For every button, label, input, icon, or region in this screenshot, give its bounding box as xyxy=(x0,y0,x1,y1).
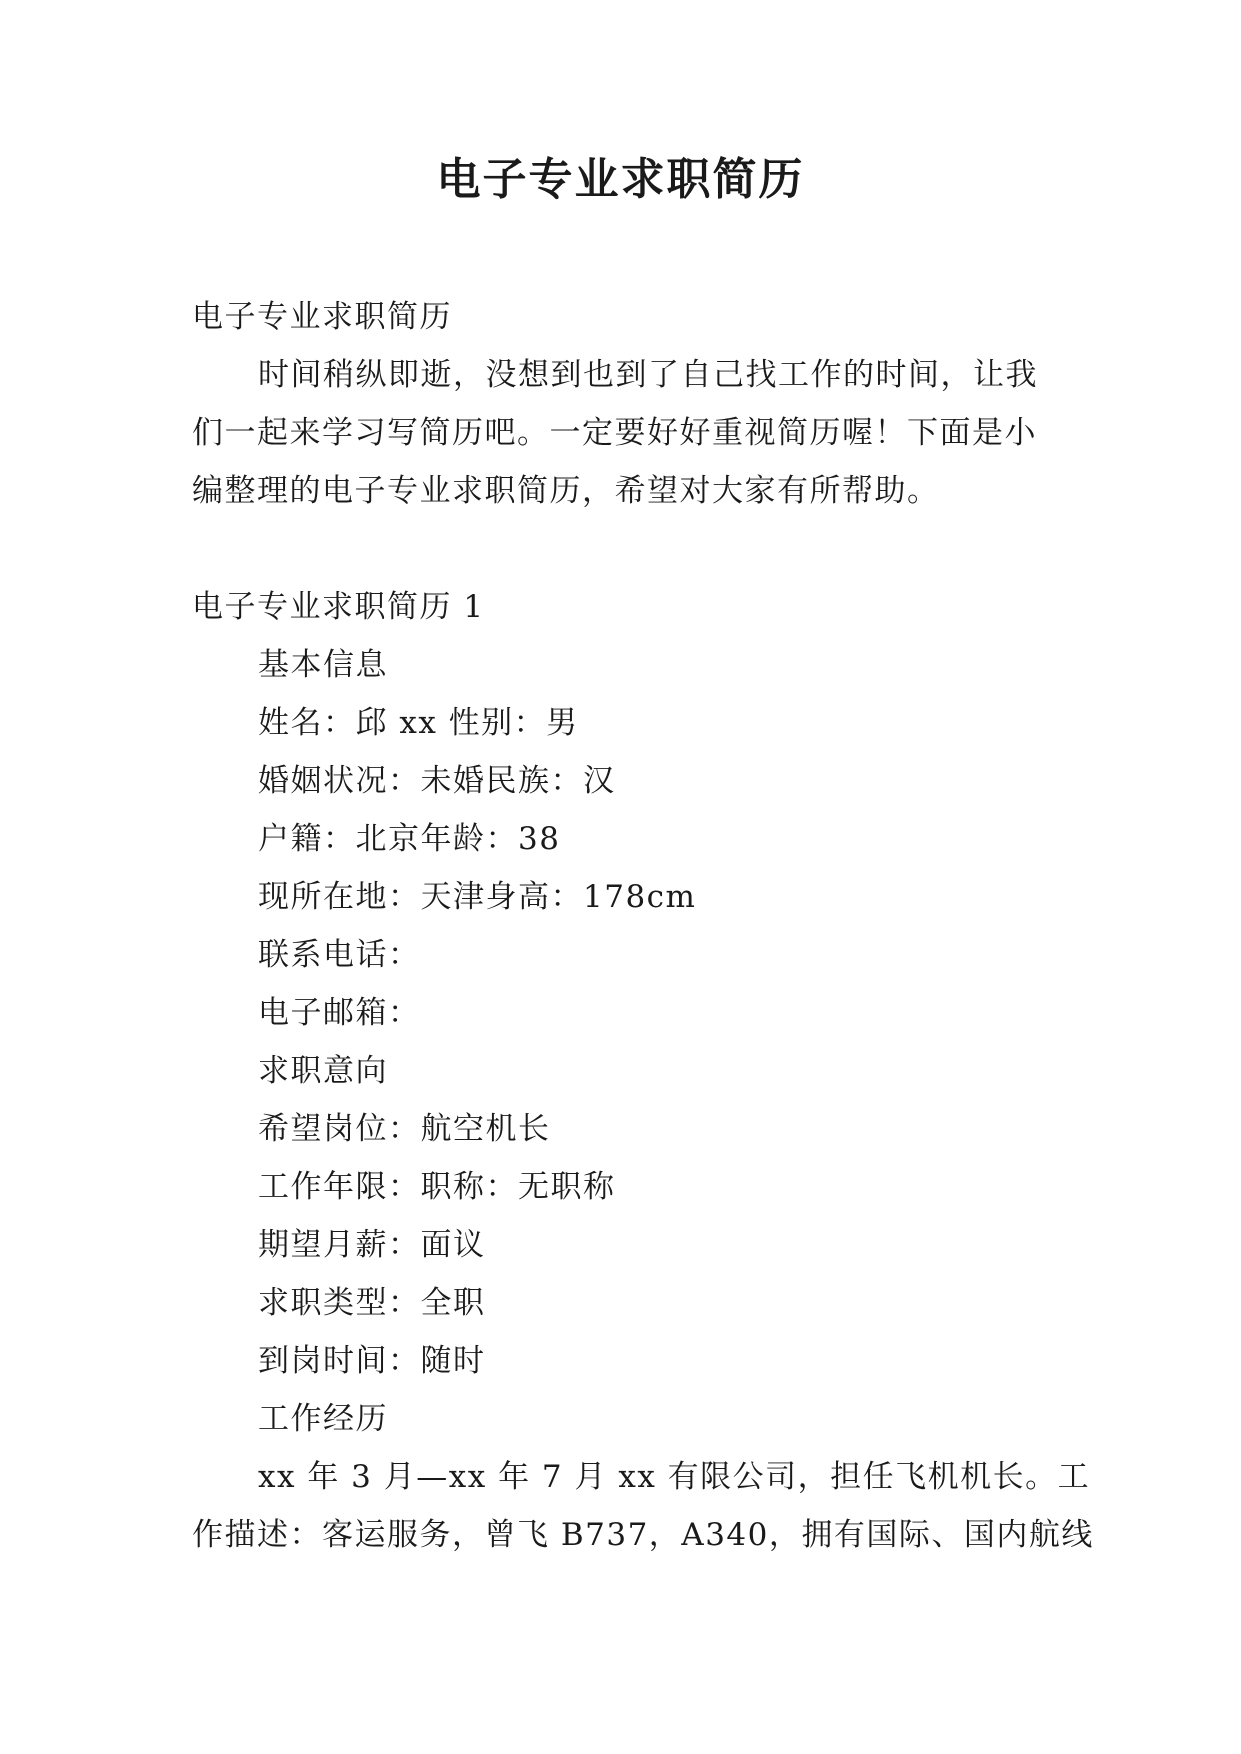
intro-line-2: 们一起来学习写简历吧。一定要好好重视简历喔！下面是小 xyxy=(192,415,1037,451)
field-name-gender: 姓名：邱 xx 性别：男 xyxy=(258,705,579,741)
field-expected-salary: 期望月薪：面议 xyxy=(258,1227,486,1263)
intro-line-1: 时间稍纵即逝，没想到也到了自己找工作的时间，让我 xyxy=(258,357,1038,393)
document-title: 电子专业求职简历 xyxy=(436,154,805,205)
heading-basic-info: 基本信息 xyxy=(258,647,388,683)
intro-line-3: 编整理的电子专业求职简历，希望对大家有所帮助。 xyxy=(192,473,940,509)
paragraph-spacer xyxy=(192,520,1052,578)
field-years-title: 工作年限：职称：无职称 xyxy=(258,1169,616,1205)
experience-line-2: 作描述：客运服务，曾飞 B737，A340，拥有国际、国内航线 xyxy=(192,1517,1094,1553)
heading-work-experience: 工作经历 xyxy=(258,1401,388,1437)
field-email: 电子邮箱： xyxy=(258,995,421,1031)
document-subtitle: 电子专业求职简历 xyxy=(192,299,452,335)
field-job-type: 求职类型：全职 xyxy=(258,1285,486,1321)
heading-job-intention: 求职意向 xyxy=(258,1053,388,1089)
document-body xyxy=(192,288,1094,1564)
field-start-time: 到岗时间：随时 xyxy=(258,1343,486,1379)
section-heading: 电子专业求职简历 1 xyxy=(192,589,485,625)
experience-line-1: xx 年 3 月—xx 年 7 月 xx 有限公司，担任飞机机长。工 xyxy=(258,1459,1091,1495)
field-desired-position: 希望岗位：航空机长 xyxy=(258,1111,551,1147)
field-phone: 联系电话： xyxy=(258,937,421,973)
field-marital-ethnicity: 婚姻状况：未婚民族：汉 xyxy=(258,763,616,799)
field-location-height: 现所在地：天津身高：178cm xyxy=(258,879,697,915)
field-hukou-age: 户籍：北京年龄：38 xyxy=(258,821,561,857)
